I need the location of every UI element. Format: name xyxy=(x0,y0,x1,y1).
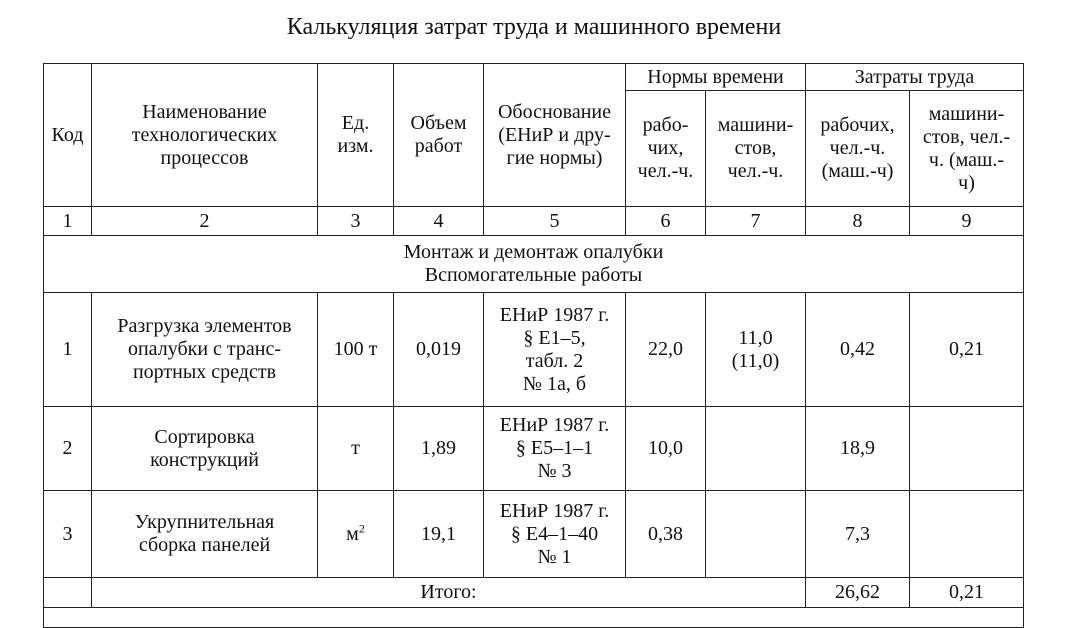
row-code: 2 xyxy=(44,407,92,491)
row-unit-text: т xyxy=(351,437,360,459)
header-norm-machinists: машини- стов, чел.-ч. xyxy=(706,91,806,207)
row-name: Разгрузка элементов опалубки с транс- портных средств xyxy=(92,293,318,407)
row-norm-workers: 22,0 xyxy=(626,293,706,407)
section-row xyxy=(44,236,1024,293)
table-row xyxy=(44,407,1024,491)
column-number: 5 xyxy=(484,207,626,236)
row-unit-text: 100 т xyxy=(333,338,378,360)
row-volume: 1,89 xyxy=(394,407,484,491)
column-number: 3 xyxy=(318,207,394,236)
column-number: 7 xyxy=(706,207,806,236)
row-norm-machinists xyxy=(706,407,806,491)
row-labor-machinists: 0,21 xyxy=(910,293,1024,407)
header-norm-workers: рабо- чих, чел.-ч. xyxy=(626,91,706,207)
column-number: 8 xyxy=(806,207,910,236)
row-labor-workers: 18,9 xyxy=(806,407,910,491)
row-unit xyxy=(318,293,394,407)
header-labor-group: Затраты труда xyxy=(806,64,1024,91)
header-row-top xyxy=(44,64,1024,91)
header-volume: Объем работ xyxy=(394,64,484,207)
header-code: Код xyxy=(44,64,92,207)
row-labor-machinists xyxy=(910,491,1024,578)
total-code-cell xyxy=(44,578,92,608)
total-label: Итого: xyxy=(92,578,806,608)
row-norm-workers: 10,0 xyxy=(626,407,706,491)
row-basis: ЕНиР 1987 г. § Е4–1–40 № 1 xyxy=(484,491,626,578)
table-row xyxy=(44,491,1024,578)
total-row xyxy=(44,578,1024,608)
row-basis: ЕНиР 1987 г. § Е1–5, табл. 2 № 1а, б xyxy=(484,293,626,407)
row-volume: 19,1 xyxy=(394,491,484,578)
row-unit xyxy=(318,491,394,578)
column-number: 4 xyxy=(394,207,484,236)
row-basis: ЕНиР 1987 г. § Е5–1–1 № 3 xyxy=(484,407,626,491)
section-title: Монтаж и демонтаж опалубки xyxy=(403,241,664,263)
row-labor-machinists xyxy=(910,407,1024,491)
header-labor-workers: рабочих, чел.-ч. (маш.-ч) xyxy=(806,91,910,207)
header-labor-machinists: машини- стов, чел.- ч. (маш.- ч) xyxy=(910,91,1024,207)
continuation-row xyxy=(44,608,1024,628)
header-basis: Обоснование (ЕНиР и дру- гие нормы) xyxy=(484,64,626,207)
row-code: 3 xyxy=(44,491,92,578)
column-number: 6 xyxy=(626,207,706,236)
column-number: 1 xyxy=(44,207,92,236)
header-unit: Ед. изм. xyxy=(318,64,394,207)
row-labor-workers: 7,3 xyxy=(806,491,910,578)
document-title: Калькуляция затрат труда и машинного времени xyxy=(286,14,782,40)
section-subtitle: Вспомогательные работы xyxy=(424,264,643,286)
column-number: 9 xyxy=(910,207,1024,236)
header-norms-group: Нормы времени xyxy=(626,64,806,91)
row-unit xyxy=(318,407,394,491)
row-unit-text: м xyxy=(346,522,359,545)
table-row xyxy=(44,293,1024,407)
column-numbers-row xyxy=(44,207,1024,236)
total-labor-machinists: 0,21 xyxy=(910,578,1024,608)
row-volume: 0,019 xyxy=(394,293,484,407)
continuation-cell xyxy=(44,608,1024,628)
row-norm-machinists xyxy=(706,491,806,578)
column-number: 2 xyxy=(92,207,318,236)
row-unit-sup: 2 xyxy=(358,520,365,535)
section-heading xyxy=(44,236,1024,293)
total-labor-workers: 26,62 xyxy=(806,578,910,608)
row-name: Укрупнительная сборка панелей xyxy=(92,491,318,578)
row-code: 1 xyxy=(44,293,92,407)
row-name: Сортировка конструкций xyxy=(92,407,318,491)
row-labor-workers: 0,42 xyxy=(806,293,910,407)
row-norm-workers: 0,38 xyxy=(626,491,706,578)
header-name: Наименование технологических процессов xyxy=(92,64,318,207)
labor-cost-table xyxy=(43,63,1024,628)
row-norm-machinists: 11,0 (11,0) xyxy=(706,293,806,407)
